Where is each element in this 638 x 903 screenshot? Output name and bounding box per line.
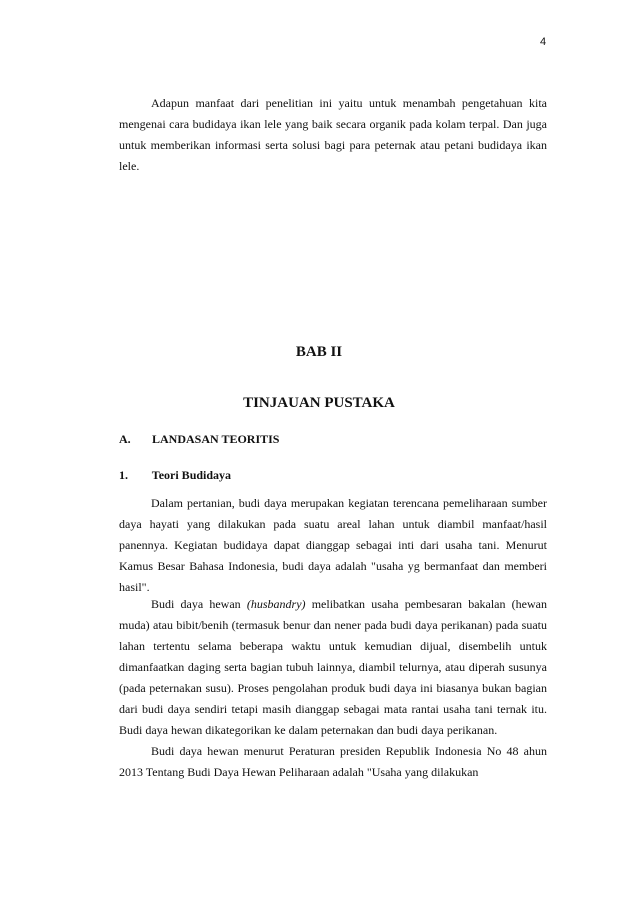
section-heading (119, 432, 279, 447)
body-paragraph-2 (119, 594, 547, 741)
subsection-title: Teori Budidaya (151, 468, 232, 482)
paragraph-2-rest: melibatkan usaha pembesaran bakalan (hewan muda) atau bibit/benih (termasuk benur dan nener pada budi daya perikanan) pada suatu lahan tertentu selama beberapa waktu untuk kemudian dijual, disembelih untuk dimanfaatkan daging serta bagian tubuh lainnya, diambil telurnya, atau diperah susunya (pada peternakan susu). Proses pengolahan produk budi daya ini biasanya bukan bagian dari budi daya sendiri tetapi masih dianggap sebagai mata rantai usaha tani ternak itu. Budi daya hewan dikategorikan ke dalam peternakan dan budi daya perikanan. (119, 597, 547, 737)
section-title: LANDASAN TEORITIS (152, 432, 280, 446)
chapter-number: BAB II (295, 344, 343, 360)
intro-paragraph: Adapun manfaat dari penelitian ini yaitu untuk menambah pengetahuan kita mengenai cara budidaya ikan lele yang baik secara organik pada kolam terpal. Dan juga untuk memberikan informasi serta solusi bagi para peternak atau petani budidaya ikan lele. (119, 96, 547, 173)
page-number: 4 (540, 36, 547, 48)
section-number: A. (119, 432, 131, 446)
subsection-heading (119, 468, 231, 483)
body-paragraph-1: Dalam pertanian, budi daya merupakan kegiatan terencana pemeliharaan sumber daya hayati yang dilakukan pada suatu areal lahan untuk diambil manfaat/hasil panennya. Kegiatan budidaya dapat dianggap sebagai inti dari usaha tani. Menurut Kamus Besar Bahasa Indonesia, budi daya adalah "usaha yg bermanfaat dan memberi hasil". (119, 496, 547, 594)
body-paragraph-3: Budi daya hewan menurut Peraturan presiden Republik Indonesia No 48 ahun 2013 Tentang Budi Daya Hewan Peliharaan adalah "Usaha yang dilakukan (119, 744, 547, 779)
paragraph-2-lead: Budi daya hewan (151, 597, 247, 611)
chapter-title: TINJAUAN PUSTAKA (243, 395, 395, 411)
husbandry-term: (husbandry) (246, 597, 306, 611)
subsection-number: 1. (119, 468, 128, 482)
